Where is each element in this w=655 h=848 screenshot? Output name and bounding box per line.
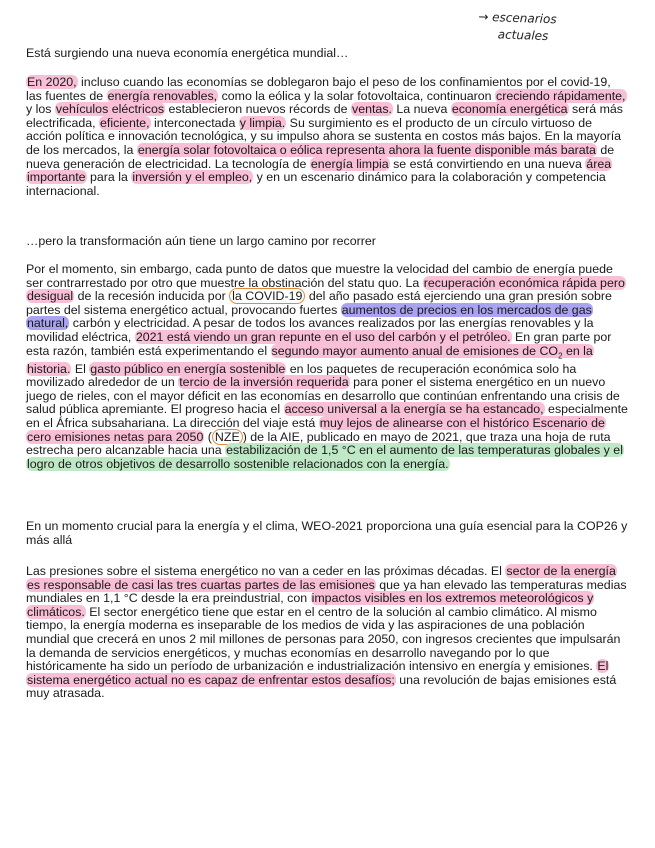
text: Por el momento, sin embargo, cada punto de datos que muestre la velocidad del cambio de energía puede ser contrarrestado por otro que muestre la obstinación del statu quo. La (26, 262, 613, 290)
highlight: estabilización de 1,5 °C en el aumento de las temperaturas globales y el logro de otros objetivos de desarrollo sostenible relacionados con la energía. (27, 443, 623, 471)
text: y los (26, 102, 55, 117)
paragraph-3 (26, 565, 630, 701)
text: en los paquetes de recuperación económica solo ha movilizado alrededor de un (26, 361, 577, 390)
text: será más electrificada, (26, 102, 623, 130)
circled-text: NZE (212, 429, 243, 445)
highlight: sector de la energía es responsable de casi las tres cuartas partes de las emisiones (27, 564, 616, 592)
text: ( (204, 429, 212, 444)
text: se está convirtiendo en una nueva (389, 156, 586, 171)
circled-text: la COVID-19 (229, 288, 305, 304)
highlight: impactos visibles en los extremos meteorológicos y climáticos. (27, 591, 594, 619)
highlight: eficiente, (100, 115, 150, 130)
highlight: tercio de la inversión requerida (179, 375, 349, 390)
text: establecieron nuevos récords de (165, 102, 352, 117)
heading-2: …pero la transformación aún tiene un largo camino por recorrer (26, 234, 376, 248)
highlight: y limpia. (239, 115, 286, 130)
heading-3: En un momento crucial para la energía y el clima, WEO-2021 proporciona una guía esencial para la COP26 y más allá (26, 519, 628, 547)
highlight: área importante (27, 156, 612, 185)
text: segundo mayor aumento anual de emisiones de CO (271, 343, 559, 358)
text: del año pasado está ejerciendo una gran presión sobre partes del sistema energético actual, provocando fuertes (26, 289, 612, 317)
highlight: aumentos de precios en los mercados de gas natural, (27, 302, 592, 331)
text: En gran parte por esta razón, también está experimentando el (26, 329, 612, 358)
highlight: 2021 está viendo un gran repunte en el uso del carbón y el petróleo. (135, 329, 511, 344)
text: incluso cuando las economías se doblegaron bajo el peso de los confinamientos por el covid-19, las fuentes de (26, 75, 611, 103)
highlight: En 2020, (27, 75, 77, 89)
highlight: energía solar fotovoltaica o eólica representa ahora la fuente disponible más barata (137, 142, 596, 157)
paragraph-2 (26, 263, 630, 471)
text: ) de la AIE, publicado en mayo de 2021, que traza una hoja de ruta estrecha pero alcanzable hacia una (26, 429, 611, 458)
text: Las presiones sobre el sistema energético no van a ceder en las próximas décadas. El (26, 564, 506, 578)
note-line-1: → escenarios (478, 9, 557, 27)
highlight: acceso universal a la energía se ha estancado, (284, 402, 544, 417)
highlight: energía renovables, (107, 88, 218, 103)
text: una revolución de bajas emisiones está muy atrasada. (26, 672, 617, 701)
text: especialmente en el África subsahariana. La dirección del viaje está (26, 402, 628, 430)
text: para la (86, 170, 132, 185)
highlight: El sistema energético actual no es capaz de enfrentar estos desafíos; (27, 659, 609, 687)
text: de la recesión inducida por (74, 289, 230, 304)
highlight: gasto público en energía sostenible (90, 361, 286, 376)
text: que ya han elevado las temperaturas medias mundiales en 1,1 °C desde la era preindustrial, con (26, 577, 627, 606)
text: de nueva generación de electricidad. La tecnología de (26, 142, 615, 171)
highlight: recuperación económica rápida pero desigual (27, 275, 625, 304)
handwritten-note (477, 9, 556, 46)
highlight: ventas. (352, 102, 392, 117)
text: carbón y electricidad. (69, 316, 190, 331)
text: A pesar de todos los avances realizados por las energías renovables y la movilidad eléctrica, (26, 316, 594, 344)
text: y en un escenario dinámico para la colaboración y competencia internacional. (26, 170, 606, 198)
text: interconectada (150, 115, 239, 130)
text: La nueva (392, 102, 451, 117)
highlight: inversión y el empleo, (132, 170, 253, 185)
paragraph-1 (26, 76, 630, 198)
text: en la historia. (27, 343, 593, 376)
highlight: energía limpia (310, 156, 389, 171)
subscript: 2 (558, 351, 563, 361)
text: El sector energético tiene que estar en el centro de la solución al cambio climático. Al mismo tiempo, la energía moderna es inseparable de los medios de vida y las aspiraciones de una población mundial que crecerá en unos 2 mil millones de personas para 2050, con ingresos crecientes que impulsarán la demanda de servicios energéticos, y muchas economías en desarrollo navegando por lo que históricamente ha sido un período de urbanización e industrialización intensivo en energía y emisiones. (26, 604, 621, 674)
text: Su surgimiento es el producto de un círculo virtuoso de acción política e innovación tecnológica, y su impulso ahora se sustenta en costos más bajos. En la mayoría de los mercados, la (26, 115, 622, 157)
highlight: creciendo rápidamente, (496, 88, 626, 103)
highlight: economía energética (451, 102, 568, 117)
text: El (71, 361, 90, 376)
text: para poner el sistema energético en un nuevo juego de rieles, con el mayor déficit en las economías en desarrollo que continúan enfrentando una crisis de salud pública apremiante. El progreso hacia el (26, 375, 620, 417)
heading-1: Está surgiendo una nueva economía energética mundial… (26, 46, 349, 60)
highlight: muy lejos de alinearse con el histórico Escenario de cero emisiones netas para 2050 (27, 416, 605, 444)
highlight: vehículos eléctricos (55, 102, 165, 117)
note-line-2: actuales (497, 27, 549, 44)
text: como la eólica y la solar fotovoltaica, continuaron (218, 88, 495, 103)
